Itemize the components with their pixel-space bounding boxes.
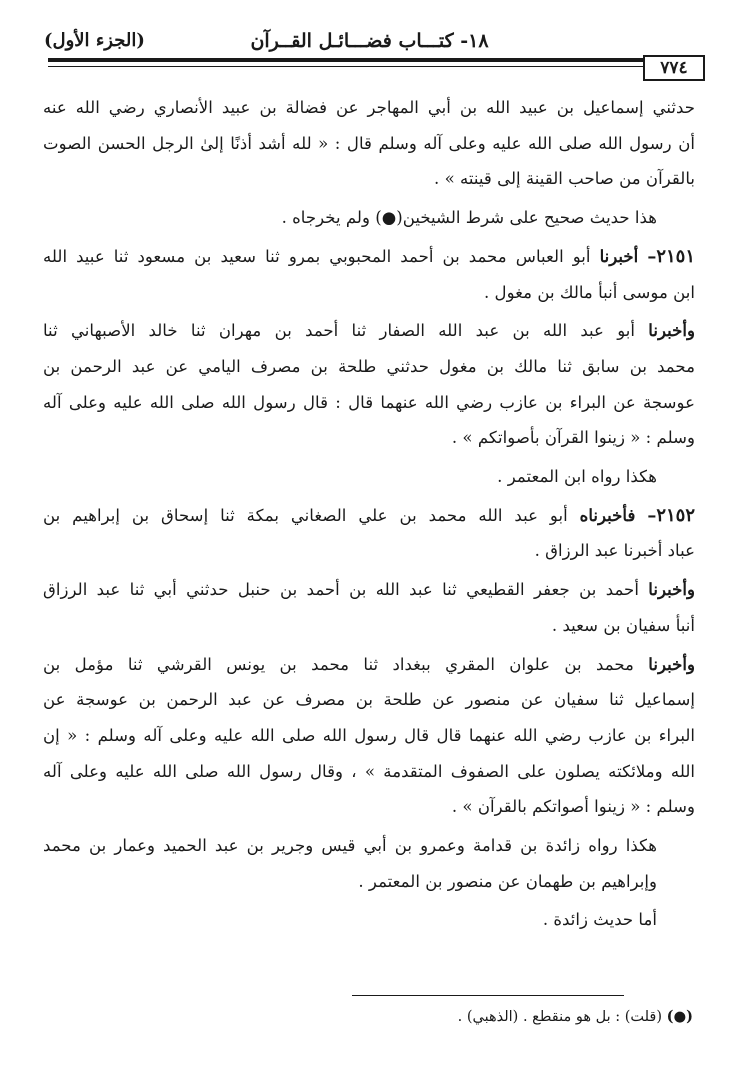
text-line: وسلم : « زينوا أصواتكم بالقرآن » .: [451, 797, 695, 817]
footnote: [458, 1008, 693, 1025]
text-line: البراء بن عازب رضي الله عنهما قال قال رسول الله صلى الله عليه وعلى آله وسلم : « إن: [43, 725, 695, 745]
text-line-rest: أحمد بن جعفر القطيعي ثنا عبد الله بن أحمد بن حنبل حدثني أبي ثنا عبد الرزاق: [43, 580, 639, 600]
text-line: وسلم : « زينوا القرآن بأصواتكم » .: [451, 428, 695, 448]
narration-lead: فأخبرناه: [579, 504, 636, 525]
paragraph-5: [43, 459, 695, 495]
text-line: عباد أخبرنا عبد الرزاق .: [534, 541, 695, 561]
narration-lead: وأخبرنا: [648, 579, 696, 600]
text-line: إسماعيل ثنا سفيان عن منصور عن طلحة بن مصرف عن عبد الرحمن بن عوسجة عن: [43, 690, 695, 710]
paragraph-7: [43, 572, 695, 643]
narration-lead: وأخبرنا: [648, 653, 695, 674]
header-rule-thick: [48, 58, 647, 62]
hadith-number: ٢١٥٢–: [647, 504, 696, 526]
narration-lead: وأخبرنا: [648, 320, 696, 341]
text-line: الله وملائكته يصلون على الصفوف المتقدمة » ، وقال رسول الله صلى الله عليه وعلى آله: [43, 761, 695, 781]
narration-lead: أخبرنا: [599, 245, 639, 266]
hadith-number: ٢١٥١–: [647, 245, 696, 267]
text-line: أنبأ سفيان بن سعيد .: [551, 615, 695, 635]
main-text: [43, 90, 695, 941]
text-line: أن رسول الله صلى الله عليه وعلى آله وسلم قال : « لله أشد أذنًا إلىٰ الرجل الحسن الصوت: [43, 133, 695, 153]
paragraph-10: [43, 902, 695, 938]
paragraph-2: [43, 200, 695, 236]
hadith-2151: [43, 239, 695, 310]
page-number: ٧٧٤: [643, 55, 705, 81]
text-line: هذا حديث صحيح على شرط الشيخين(●) ولم يخرجاه .: [281, 208, 657, 228]
text-line: هكذا رواه زائدة بن قدامة وعمرو بن أبي قيس وجرير بن عبد الحميد وعمار بن محمد: [43, 836, 657, 856]
paragraph-9: [43, 828, 695, 899]
text-line: هكذا رواه ابن المعتمر .: [497, 467, 657, 487]
running-head: [30, 28, 709, 58]
paragraph-8: [43, 647, 695, 826]
text-line: بالقرآن من صاحب القينة إلى قينته » .: [434, 169, 695, 189]
paragraph-4: [43, 313, 695, 456]
text-line-rest: أبو عبد الله محمد بن علي الصغاني بمكة ثنا إسحاق بن إبراهيم بن: [43, 505, 568, 525]
text-line: ابن موسى أنبأ مالك بن مغول .: [483, 282, 695, 302]
text-line: [43, 647, 695, 683]
text-line: [43, 239, 695, 275]
text-line-rest: أبو عبد الله بن عبد الله الصفار ثنا أحمد بن مهران ثنا خالد الأصبهاني ثنا: [43, 321, 636, 341]
paragraph-1: [43, 90, 695, 197]
text-line-rest: محمد بن علوان المقري ببغداد ثنا محمد بن يونس القرشي ثنا مؤمل بن: [43, 654, 634, 674]
footnote-separator: [352, 995, 624, 996]
hadith-2152: [43, 498, 695, 569]
text-line: حدثني إسماعيل بن عبيد الله بن أبي المهاجر عن فضالة بن عبيد الأنصاري رضي الله عنه: [43, 98, 695, 117]
footnote-text: (قلت) : بل هو منقطع . (الذهبي) .: [457, 1009, 663, 1025]
text-line: وإبراهيم بن طهمان عن منصور بن المعتمر .: [358, 871, 657, 891]
text-line: أما حديث زائدة .: [542, 910, 657, 930]
volume-part-label: (الجزء الأول): [44, 30, 145, 51]
text-line: [43, 313, 695, 349]
text-line: عوسجة عن البراء بن عازب رضي الله عنهما قال : قال رسول الله صلى الله عليه وعلى آله: [43, 392, 695, 412]
footnote-mark: (●): [666, 1008, 693, 1025]
chapter-title: ١٨- كتـــاب فضـــائـل القــرآن: [250, 30, 489, 52]
text-line-rest: أبو العباس محمد بن أحمد المحبوبي بمرو ثنا سعيد بن مسعود ثنا عبيد الله: [43, 246, 591, 266]
text-line: [43, 498, 695, 534]
text-line: محمد بن سابق ثنا مالك بن مغول حدثني طلحة بن مصرف اليامي عن عبد الرحمن بن: [43, 356, 695, 376]
header-rule-thin: [48, 66, 647, 67]
text-line: [43, 572, 695, 608]
